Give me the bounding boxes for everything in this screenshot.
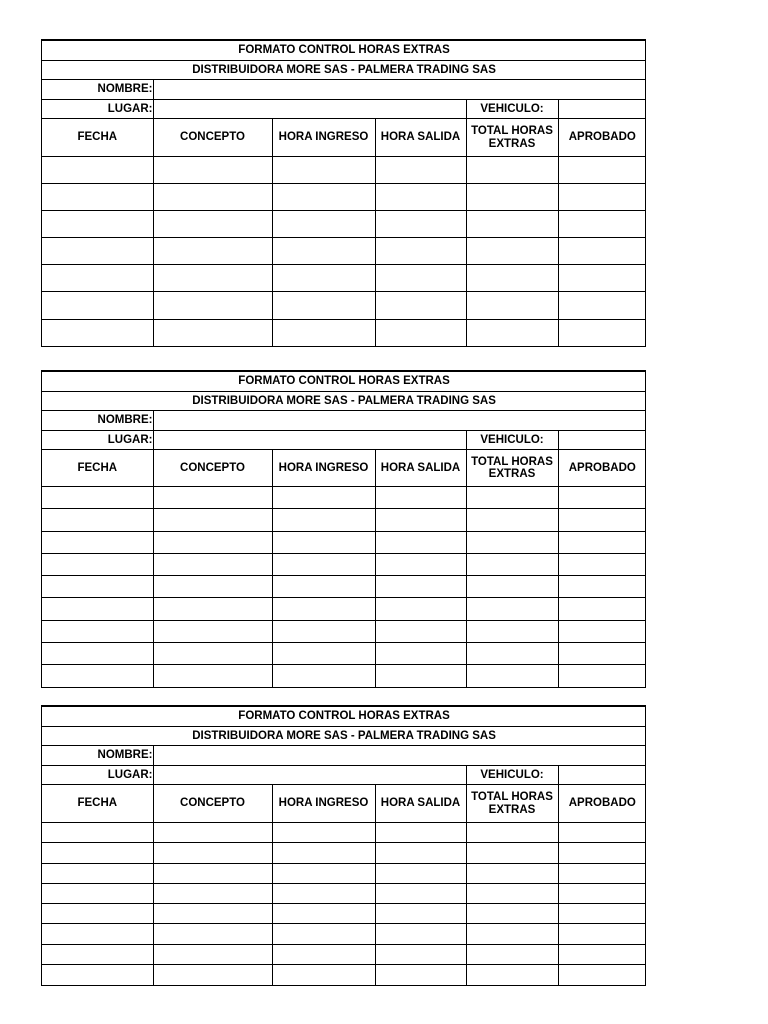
table-cell[interactable]	[375, 292, 466, 319]
table-cell[interactable]	[375, 863, 466, 883]
table-cell[interactable]	[153, 509, 272, 531]
table-cell[interactable]	[466, 620, 558, 642]
table-cell[interactable]	[272, 924, 375, 944]
vehiculo-label: VEHICULO:	[466, 99, 558, 119]
table-cell[interactable]	[272, 598, 375, 620]
table-cell[interactable]	[558, 292, 646, 319]
table-cell[interactable]	[375, 843, 466, 863]
table-cell[interactable]	[558, 665, 646, 687]
table-cell[interactable]	[558, 319, 646, 346]
table-cell[interactable]	[272, 157, 375, 184]
table-cell[interactable]	[375, 823, 466, 843]
table-cell[interactable]	[558, 576, 646, 598]
nombre-field[interactable]	[153, 80, 646, 100]
table-cell[interactable]	[272, 553, 375, 575]
table-cell[interactable]	[375, 965, 466, 985]
lugar-label: LUGAR:	[42, 430, 153, 450]
vehiculo-field[interactable]	[558, 765, 646, 785]
table-cell[interactable]	[153, 863, 272, 883]
table-cell[interactable]	[272, 487, 375, 509]
table-cell[interactable]	[466, 965, 558, 985]
table-cell[interactable]	[558, 944, 646, 964]
table-row	[42, 665, 646, 687]
column-header-5: TOTAL HORAS EXTRAS	[466, 450, 558, 487]
table-cell[interactable]	[42, 184, 153, 211]
table-cell[interactable]	[466, 487, 558, 509]
table-cell[interactable]	[466, 292, 558, 319]
table-cell[interactable]	[375, 319, 466, 346]
table-cell[interactable]	[42, 843, 153, 863]
lugar-field[interactable]	[153, 430, 466, 450]
company-name: DISTRIBUIDORA MORE SAS - PALMERA TRADING SAS	[42, 391, 646, 411]
table-row	[42, 620, 646, 642]
table-cell[interactable]	[466, 265, 558, 292]
table-cell[interactable]	[466, 924, 558, 944]
table-cell[interactable]	[272, 265, 375, 292]
table-row	[42, 904, 646, 924]
table-cell[interactable]	[466, 211, 558, 238]
form-title: FORMATO CONTROL HORAS EXTRAS	[42, 372, 646, 392]
table-cell[interactable]	[272, 863, 375, 883]
table-cell[interactable]	[153, 904, 272, 924]
table-row	[42, 863, 646, 883]
nombre-label: NOMBRE:	[42, 80, 153, 100]
table-cell[interactable]	[375, 665, 466, 687]
table-cell[interactable]	[272, 944, 375, 964]
table-cell[interactable]	[272, 620, 375, 642]
table-cell[interactable]	[42, 211, 153, 238]
column-header-1: FECHA	[42, 450, 153, 487]
table-cell[interactable]	[272, 319, 375, 346]
lugar-field[interactable]	[153, 99, 466, 119]
table-row	[42, 553, 646, 575]
table-cell[interactable]	[153, 184, 272, 211]
table-cell[interactable]	[42, 904, 153, 924]
table-cell[interactable]	[42, 620, 153, 642]
table-cell[interactable]	[153, 319, 272, 346]
table-cell[interactable]	[558, 904, 646, 924]
column-header-6: APROBADO	[558, 450, 646, 487]
table-cell[interactable]	[558, 863, 646, 883]
overtime-form-2	[41, 370, 646, 688]
table-cell[interactable]	[272, 904, 375, 924]
vehiculo-label: VEHICULO:	[466, 430, 558, 450]
table-row	[42, 238, 646, 265]
table-cell[interactable]	[558, 643, 646, 665]
table-cell[interactable]	[153, 965, 272, 985]
table-cell[interactable]	[466, 509, 558, 531]
table-cell[interactable]	[272, 665, 375, 687]
table-cell[interactable]	[375, 157, 466, 184]
table-cell[interactable]	[42, 509, 153, 531]
column-header-2: CONCEPTO	[153, 450, 272, 487]
table-cell[interactable]	[466, 944, 558, 964]
table-row	[42, 924, 646, 944]
table-cell[interactable]	[153, 643, 272, 665]
table-cell[interactable]	[153, 843, 272, 863]
table-cell[interactable]	[558, 924, 646, 944]
table-cell[interactable]	[375, 643, 466, 665]
table-cell[interactable]	[272, 843, 375, 863]
table-cell[interactable]	[558, 823, 646, 843]
table-cell[interactable]	[466, 843, 558, 863]
table-cell[interactable]	[153, 292, 272, 319]
table-cell[interactable]	[153, 238, 272, 265]
table-cell[interactable]	[272, 965, 375, 985]
vehiculo-field[interactable]	[558, 99, 646, 119]
nombre-field[interactable]	[153, 411, 646, 431]
table-cell[interactable]	[153, 944, 272, 964]
table-cell[interactable]	[42, 319, 153, 346]
table-cell[interactable]	[375, 238, 466, 265]
table-cell[interactable]	[153, 211, 272, 238]
table-cell[interactable]	[272, 292, 375, 319]
table-cell[interactable]	[153, 620, 272, 642]
table-cell[interactable]	[42, 238, 153, 265]
lugar-label: LUGAR:	[42, 99, 153, 119]
table-cell[interactable]	[375, 553, 466, 575]
table-cell[interactable]	[466, 904, 558, 924]
table-cell[interactable]	[153, 883, 272, 903]
table-cell[interactable]	[466, 553, 558, 575]
table-cell[interactable]	[466, 238, 558, 265]
column-header-4: HORA SALIDA	[375, 785, 466, 823]
column-header-4: HORA SALIDA	[375, 119, 466, 157]
table-cell[interactable]	[42, 598, 153, 620]
table-cell[interactable]	[42, 924, 153, 944]
table-cell[interactable]	[272, 576, 375, 598]
column-header-4: HORA SALIDA	[375, 450, 466, 487]
table-cell[interactable]	[375, 944, 466, 964]
table-cell[interactable]	[466, 665, 558, 687]
vehiculo-label: VEHICULO:	[466, 765, 558, 785]
table-cell[interactable]	[42, 576, 153, 598]
table-row	[42, 598, 646, 620]
table-cell[interactable]	[272, 531, 375, 553]
table-cell[interactable]	[153, 553, 272, 575]
column-header-3: HORA INGRESO	[272, 119, 375, 157]
lugar-field[interactable]	[153, 765, 466, 785]
table-cell[interactable]	[466, 598, 558, 620]
column-header-2: CONCEPTO	[153, 119, 272, 157]
table-cell[interactable]	[272, 643, 375, 665]
table-row	[42, 211, 646, 238]
table-cell[interactable]	[153, 531, 272, 553]
table-cell[interactable]	[558, 598, 646, 620]
table-cell[interactable]	[42, 944, 153, 964]
table-cell[interactable]	[42, 665, 153, 687]
table-row	[42, 265, 646, 292]
column-header-3: HORA INGRESO	[272, 785, 375, 823]
column-header-6: APROBADO	[558, 119, 646, 157]
nombre-label: NOMBRE:	[42, 746, 153, 766]
table-cell[interactable]	[558, 265, 646, 292]
table-cell[interactable]	[42, 863, 153, 883]
table-cell[interactable]	[42, 292, 153, 319]
table-cell[interactable]	[466, 157, 558, 184]
table-cell[interactable]	[558, 883, 646, 903]
table-cell[interactable]	[375, 184, 466, 211]
form-title: FORMATO CONTROL HORAS EXTRAS	[42, 707, 646, 727]
overtime-form-1	[41, 39, 646, 347]
nombre-label: NOMBRE:	[42, 411, 153, 431]
table-cell[interactable]	[375, 509, 466, 531]
table-cell[interactable]	[558, 553, 646, 575]
table-cell[interactable]	[466, 319, 558, 346]
table-cell[interactable]	[153, 265, 272, 292]
table-cell[interactable]	[272, 238, 375, 265]
lugar-label: LUGAR:	[42, 765, 153, 785]
column-header-5: TOTAL HORAS EXTRAS	[466, 785, 558, 823]
table-cell[interactable]	[375, 904, 466, 924]
table-cell[interactable]	[375, 487, 466, 509]
table-row	[42, 509, 646, 531]
table-cell[interactable]	[558, 509, 646, 531]
table-cell[interactable]	[272, 184, 375, 211]
column-header-1: FECHA	[42, 119, 153, 157]
table-cell[interactable]	[272, 823, 375, 843]
table-cell[interactable]	[558, 620, 646, 642]
table-cell[interactable]	[42, 553, 153, 575]
table-cell[interactable]	[153, 823, 272, 843]
table-row	[42, 292, 646, 319]
vehiculo-field[interactable]	[558, 430, 646, 450]
table-cell[interactable]	[466, 883, 558, 903]
table-cell[interactable]	[153, 487, 272, 509]
table-cell[interactable]	[272, 883, 375, 903]
table-row	[42, 965, 646, 985]
column-header-3: HORA INGRESO	[272, 450, 375, 487]
table-cell[interactable]	[42, 265, 153, 292]
column-header-1: FECHA	[42, 785, 153, 823]
table-cell[interactable]	[42, 643, 153, 665]
table-cell[interactable]	[466, 643, 558, 665]
table-cell[interactable]	[42, 823, 153, 843]
table-cell[interactable]	[42, 487, 153, 509]
overtime-form-3	[41, 705, 646, 986]
table-row	[42, 157, 646, 184]
table-cell[interactable]	[558, 965, 646, 985]
table-cell[interactable]	[153, 157, 272, 184]
table-cell[interactable]	[272, 211, 375, 238]
table-cell[interactable]	[558, 531, 646, 553]
table-cell[interactable]	[272, 509, 375, 531]
company-name: DISTRIBUIDORA MORE SAS - PALMERA TRADING SAS	[42, 60, 646, 80]
table-cell[interactable]	[153, 576, 272, 598]
table-cell[interactable]	[375, 924, 466, 944]
table-cell[interactable]	[558, 184, 646, 211]
table-cell[interactable]	[42, 965, 153, 985]
table-cell[interactable]	[375, 265, 466, 292]
table-cell[interactable]	[375, 598, 466, 620]
column-header-6: APROBADO	[558, 785, 646, 823]
column-header-2: CONCEPTO	[153, 785, 272, 823]
nombre-field[interactable]	[153, 746, 646, 766]
table-row	[42, 643, 646, 665]
table-row	[42, 184, 646, 211]
table-cell[interactable]	[42, 883, 153, 903]
table-row	[42, 823, 646, 843]
table-cell[interactable]	[375, 883, 466, 903]
table-row	[42, 944, 646, 964]
company-name: DISTRIBUIDORA MORE SAS - PALMERA TRADING SAS	[42, 726, 646, 746]
table-cell[interactable]	[466, 576, 558, 598]
form-title: FORMATO CONTROL HORAS EXTRAS	[42, 41, 646, 61]
table-cell[interactable]	[558, 157, 646, 184]
table-cell[interactable]	[558, 238, 646, 265]
table-cell[interactable]	[466, 184, 558, 211]
table-row	[42, 883, 646, 903]
table-cell[interactable]	[466, 823, 558, 843]
table-row	[42, 319, 646, 346]
table-cell[interactable]	[375, 531, 466, 553]
table-cell[interactable]	[558, 843, 646, 863]
table-cell[interactable]	[466, 531, 558, 553]
table-cell[interactable]	[375, 211, 466, 238]
table-cell[interactable]	[153, 665, 272, 687]
table-cell[interactable]	[466, 863, 558, 883]
table-row	[42, 531, 646, 553]
column-header-5: TOTAL HORAS EXTRAS	[466, 119, 558, 157]
table-cell[interactable]	[42, 157, 153, 184]
table-cell[interactable]	[153, 924, 272, 944]
table-cell[interactable]	[42, 531, 153, 553]
table-cell[interactable]	[558, 211, 646, 238]
table-row	[42, 487, 646, 509]
table-cell[interactable]	[153, 598, 272, 620]
table-cell[interactable]	[375, 620, 466, 642]
table-row	[42, 843, 646, 863]
table-cell[interactable]	[558, 487, 646, 509]
table-cell[interactable]	[375, 576, 466, 598]
table-row	[42, 576, 646, 598]
